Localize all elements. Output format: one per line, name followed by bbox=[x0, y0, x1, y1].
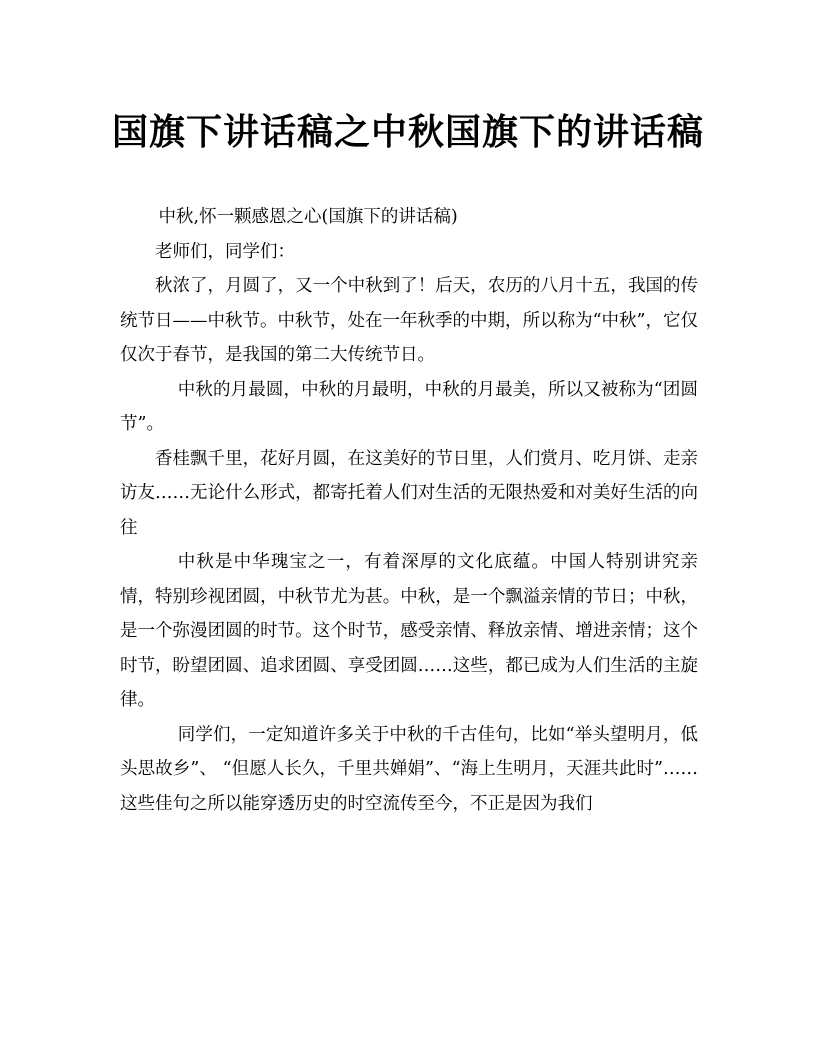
paragraph: 秋浓了，月圆了，又一个中秋到了！后天，农历的八月十五，我国的传统节日——中秋节。中秋节，处在一年秋季的中期，所以称为“中秋”，它仅仅次于春节，是我国的第二大传统节日。 bbox=[120, 276, 698, 365]
document-title: 国旗下讲话稿之中秋国旗下的讲话稿 bbox=[111, 111, 704, 153]
document-body bbox=[120, 200, 698, 821]
paragraph: 同学们，一定知道许多关于中秋的千古佳句，比如“举头望明月，低头思故乡”、 “但愿人长久，千里共婵娟”、“海上生明月，天涯共此时”……这些佳句之所以能穿透历史的时空流传至今，不正是因为我们 bbox=[120, 724, 698, 814]
paragraph: 中秋的月最圆，中秋的月最明，中秋的月最美，所以又被称为“团圆节”。 bbox=[120, 379, 698, 434]
paragraph-greeting: 老师们，同学们： bbox=[155, 241, 295, 262]
paragraph: 中秋是中华瑰宝之一，有着深厚的文化底蕴。中国人特别讲究亲情，特别珍视团圆，中秋节尤为甚。中秋，是一个飘溢亲情的节日；中秋，是一个弥漫团圆的时节。这个时节，感受亲情、释放亲情、增进亲情；这个时节，盼望团圆、追求团圆、享受团圆……这些，都已成为人们生活的主旋律。 bbox=[120, 552, 698, 710]
paragraph: 香桂飘千里，花好月圆，在这美好的节日里，人们赏月、吃月饼、走亲访友……无论什么形式，都寄托着人们对生活的无限热爱和对美好生活的向往 bbox=[120, 448, 698, 538]
paragraph-subtitle: 中秋,怀一颗感恩之心(国旗下的讲话稿) bbox=[158, 207, 458, 227]
